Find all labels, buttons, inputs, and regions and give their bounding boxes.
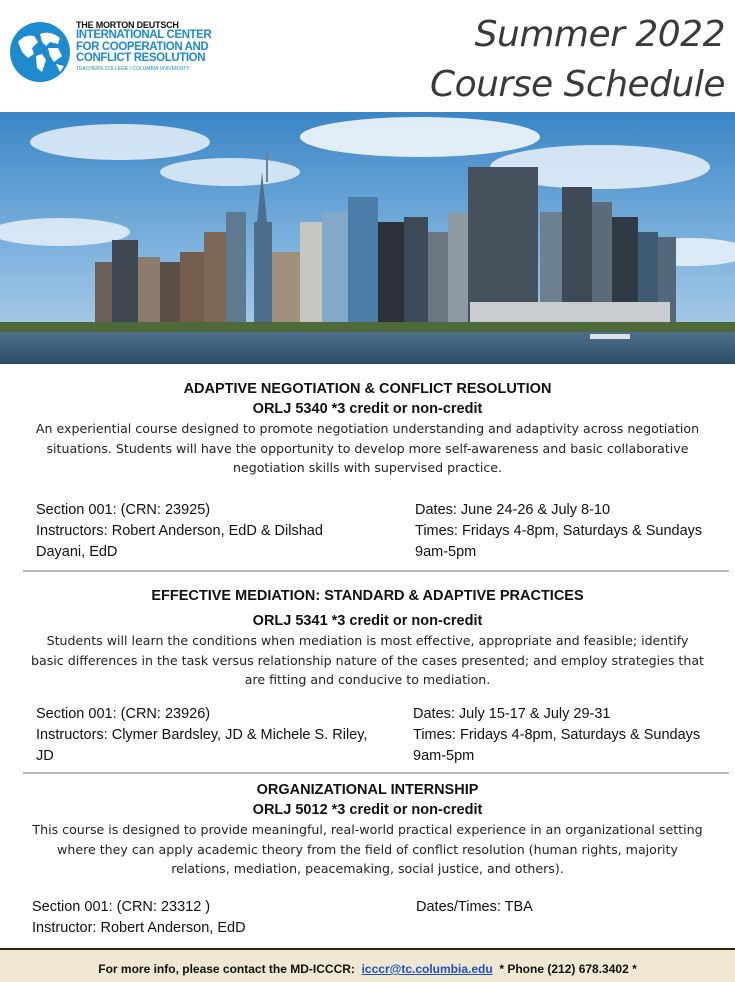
- contact-info: [0, 962, 735, 976]
- course-times: Times: Fridays 4-8pm, Saturdays & Sundays 9am-5pm: [415, 523, 703, 560]
- course-description: Students will learn the conditions when mediation is most effective, appropriate and feasible; identify basic differences in the task versus relationship nature of the cases presented; and employ strategies that are fitting and conducive to mediation.: [31, 633, 704, 687]
- header: [0, 0, 735, 112]
- course-section: Section 001: (CRN: 23925): [36, 502, 211, 518]
- title-line-1: Summer 2022: [474, 14, 725, 55]
- course-section: Section 001: (CRN: 23312 ): [32, 899, 211, 915]
- course-dates: Dates/Times: TBA: [416, 899, 533, 915]
- title-line-2: Course Schedule: [429, 64, 725, 105]
- course-instructors: Instructors: Clymer Bardsley, JD & Michele S. Riley, JD: [36, 727, 368, 764]
- contact-prefix: For more info, please contact the MD-ICCCR:: [98, 962, 355, 976]
- org-name: [76, 20, 246, 73]
- city-skyline-photo: [0, 112, 735, 364]
- course-code: ORLJ 5340 *3 credit or non-credit: [252, 401, 483, 417]
- course-code: ORLJ 5012 *3 credit or non-credit: [252, 802, 483, 818]
- course-code: ORLJ 5341 *3 credit or non-credit: [252, 613, 483, 629]
- org-line-4: CONFLICT RESOLUTION: [76, 52, 206, 64]
- course-section: Section 001: (CRN: 23926): [36, 706, 211, 722]
- course-schedule-info: [413, 704, 703, 767]
- email-link[interactable]: icccr@tc.columbia.edu: [361, 962, 493, 976]
- section-divider: [23, 570, 729, 572]
- section-divider: [23, 772, 729, 774]
- globe-icon: [10, 22, 70, 82]
- course-block: [0, 379, 735, 478]
- org-line-2: INTERNATIONAL CENTER: [76, 29, 212, 41]
- course-instructors: Instructor: Robert Anderson, EdD: [32, 920, 246, 936]
- course-section-info: [36, 500, 376, 563]
- course-times: Times: Fridays 4-8pm, Saturdays & Sundays 9am-5pm: [413, 727, 701, 764]
- course-instructors: Instructors: Robert Anderson, EdD & Dilshad Dayani, EdD: [36, 523, 323, 560]
- org-line-3: FOR COOPERATION AND: [76, 40, 209, 53]
- course-block: [0, 586, 735, 690]
- course-description: An experiential course designed to promote negotiation understanding and adaptivity across negotiation situations. Students will have the opportunity to develop more self-awareness and basic collaborative negotiation skills with supervised practice.: [35, 421, 700, 475]
- course-dates: Dates: June 24-26 & July 8-10: [415, 502, 611, 518]
- org-line-1: THE MORTON DEUTSCH: [76, 20, 179, 30]
- course-section-info: [36, 704, 376, 767]
- phone-info: * Phone (212) 678.3402 *: [499, 962, 637, 976]
- course-title: EFFECTIVE MEDIATION: STANDARD & ADAPTIVE PRACTICES: [151, 588, 584, 604]
- course-section-info: [32, 897, 372, 939]
- org-line-5: TEACHERS COLLEGE / COLUMBIA UNIVERSITY: [76, 65, 190, 72]
- course-title: ADAPTIVE NEGOTIATION & CONFLICT RESOLUTION: [183, 381, 552, 397]
- footer: [0, 948, 735, 982]
- course-schedule-info: [416, 897, 706, 918]
- org-logo[interactable]: [10, 20, 240, 90]
- course-description: This course is designed to provide meaningful, real-world practical experience in an organizational setting where they can apply academic theory from the field of conflict resolution (human rights, majority relations, mediation, peacemaking, social justice, and others).: [32, 822, 703, 876]
- course-title: ORGANIZATIONAL INTERNSHIP: [256, 782, 479, 798]
- course-dates: Dates: July 15-17 & July 29-31: [413, 706, 611, 722]
- page-title: [430, 10, 725, 110]
- course-block: [0, 780, 735, 879]
- course-schedule-info: [415, 500, 705, 563]
